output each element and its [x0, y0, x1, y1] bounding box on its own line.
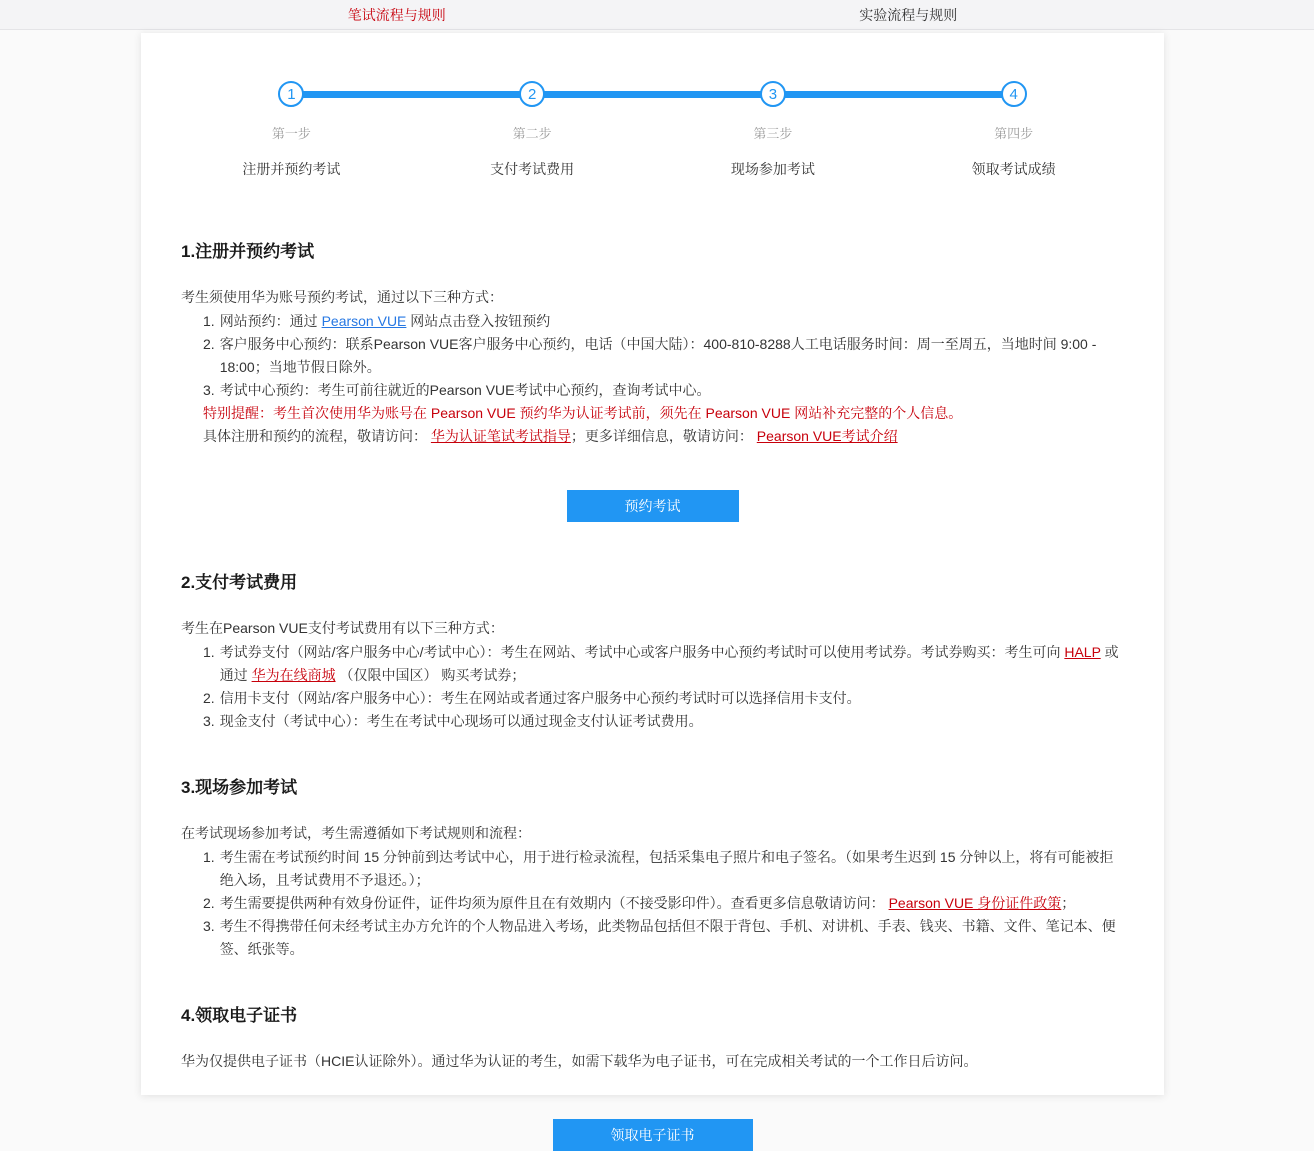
step-4-circle: 4: [1001, 81, 1027, 107]
list-item-text: [220, 333, 1124, 379]
step-4-title: 领取考试成绩: [971, 161, 1056, 177]
list-item: [181, 915, 1124, 961]
pearson-vue-exam-intro-link[interactable]: Pearson VUE考试介绍: [756, 428, 898, 444]
list-item-number: 3.: [203, 918, 215, 934]
list-item-number: 1.: [203, 849, 215, 865]
step-1-title: 注册并预约考试: [242, 161, 341, 177]
section-payment-intro: 考生在Pearson VUE支付考试费用有以下三种方式：: [181, 620, 504, 636]
text-fragment: 考生需要提供两种有效身份证件，证件均须为原件且在有效期内（不接受影印件）。查看更多信息敬请访问：: [219, 895, 889, 911]
halp-link[interactable]: HALP: [1064, 644, 1101, 660]
list-item: [181, 333, 1124, 379]
list-item: [181, 641, 1124, 687]
step-1-circle: 1: [278, 81, 304, 107]
text-fragment: ；: [1061, 895, 1076, 911]
list-item: [181, 892, 1124, 915]
text-fragment: ；更多详细信息，敬请访问：: [570, 428, 757, 444]
list-item-text: [220, 641, 1124, 687]
text-fragment: 考生需在考试预约时间 15 分钟前到达考试中心，用于进行检录流程，包括采集电子照片和电子签名。（如果考生迟到 15 分钟以上，将有可能被拒绝入场，且考试费用不予退还。）；: [219, 849, 1114, 888]
step-2-circle: 2: [519, 81, 545, 107]
section-register: [181, 237, 1124, 522]
list-item-number: 2.: [203, 336, 215, 352]
step-3-circle: 3: [760, 81, 786, 107]
section-certificate-heading: 4.领取电子证书: [181, 1006, 298, 1025]
list-item: [181, 310, 1124, 333]
list-item-number: 2.: [203, 895, 215, 911]
list-item: [181, 687, 1124, 710]
text-fragment: 考试券支付（网站/客户服务中心/考试中心）：考生在网站、考试中心或客户服务中心预约考试时可以使用考试券。考试券购买：考生可向: [219, 644, 1065, 660]
main-card: [141, 33, 1164, 1143]
list-item-number: 1.: [203, 644, 215, 660]
step-3: [653, 81, 894, 179]
section-onsite: [181, 773, 1124, 961]
text-fragment: 或通过: [219, 644, 1119, 683]
section-register-intro: 考生须使用华为账号预约考试，通过以下三种方式：: [181, 289, 503, 305]
text-fragment: 网站点击登入按钮预约: [406, 313, 551, 329]
step-3-label: 第三步: [753, 126, 793, 141]
special-reminder-note: 特别提醒：考生首次使用华为账号在 Pearson VUE 预约华为认证考试前，须先在 Pearson VUE 网站补充完整的个人信息。: [203, 405, 963, 421]
exam-steps-stepper: [141, 33, 1164, 179]
list-item-number: 3.: [203, 713, 215, 729]
step-1: [171, 81, 412, 179]
list-item: [181, 710, 1124, 733]
section-payment: [181, 568, 1124, 733]
section-register-heading: 1.注册并预约考试: [181, 242, 315, 261]
section-payment-list: [181, 641, 1124, 733]
tab-written-exam-process[interactable]: 笔试流程与规则: [347, 6, 446, 23]
step-3-title: 现场参加考试: [730, 161, 815, 177]
text-fragment: 客户服务中心预约：联系Pearson VUE客户服务中心预约，电话（中国大陆）：400-810-8288人工电话服务时间：周一至周五，当地时间 9:00 - 18:00；当地节假日除外。: [219, 336, 1097, 375]
registration-guide-note: [181, 425, 1124, 448]
list-item-text: [220, 915, 1124, 961]
list-item: [181, 379, 1124, 402]
text-fragment: 现金支付（考试中心）：考生在考试中心现场可以通过现金支付认证考试费用。: [219, 713, 703, 729]
huawei-online-store-link[interactable]: 华为在线商城: [251, 667, 336, 683]
step-1-label: 第一步: [271, 126, 311, 141]
list-item-number: 3.: [203, 382, 215, 398]
list-item-text: [220, 310, 1124, 333]
list-item-number: 1.: [203, 313, 215, 329]
step-4: [893, 81, 1134, 179]
top-tab-bar: [0, 0, 1314, 30]
list-item-text: [220, 892, 1124, 915]
section-onsite-intro: 在考试现场参加考试，考生需遵循如下考试规则和流程：: [181, 825, 531, 841]
get-certificate-button[interactable]: 领取电子证书: [553, 1119, 753, 1151]
text-fragment: （仅限中国区） 购买考试券；: [335, 667, 526, 683]
step-2-label: 第二步: [512, 126, 552, 141]
written-exam-guide-link[interactable]: 华为认证笔试考试指导: [430, 428, 571, 444]
list-item-number: 2.: [203, 690, 215, 706]
text-fragment: 考生不得携带任何未经考试主办方允许的个人物品进入考场，此类物品包括但不限于背包、手机、对讲机、手表、钱夹、书籍、文件、笔记本、便签、纸张等。: [219, 918, 1116, 957]
list-item-text: [220, 710, 1124, 733]
text-fragment: 信用卡支付（网站/客户服务中心）：考生在网站或者通过客户服务中心预约考试时可以选择信用卡支付。: [219, 690, 861, 706]
step-2-title: 支付考试费用: [490, 161, 575, 177]
pearson-vue-id-policy-link[interactable]: Pearson VUE 身份证件政策: [888, 895, 1062, 911]
step-2: [412, 81, 653, 179]
list-item: [181, 846, 1124, 892]
section-certificate-intro: 华为仅提供电子证书（HCIE认证除外）。通过华为认证的考生，如需下载华为电子证书，可在完成相关考试的一个工作日后访问。: [181, 1053, 978, 1069]
text-fragment: 考试中心预约：考生可前往就近的Pearson VUE考试中心预约，查询考试中心。: [219, 382, 711, 398]
list-item-text: [220, 379, 1124, 402]
pearson-vue-link[interactable]: Pearson VUE: [321, 313, 407, 329]
section-payment-heading: 2.支付考试费用: [181, 573, 298, 592]
section-register-list: [181, 310, 1124, 402]
section-onsite-heading: 3.现场参加考试: [181, 778, 298, 797]
book-exam-button[interactable]: 预约考试: [567, 490, 739, 522]
step-4-label: 第四步: [994, 126, 1034, 141]
tab-lab-exam-process[interactable]: 实验流程与规则: [859, 6, 958, 23]
section-onsite-list: [181, 846, 1124, 961]
section-certificate: [181, 1001, 1124, 1151]
text-fragment: 网站预约：通过: [219, 313, 322, 329]
list-item-text: [220, 846, 1124, 892]
text-fragment: 具体注册和预约的流程，敬请访问：: [203, 428, 431, 444]
list-item-text: [220, 687, 1124, 710]
